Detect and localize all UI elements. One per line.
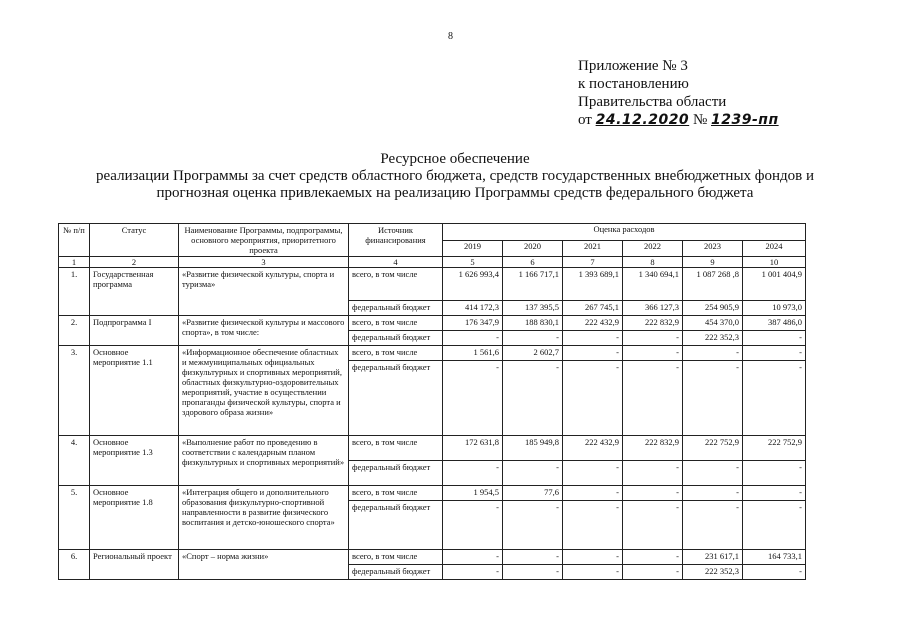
row-name: «Выполнение работ по проведению в соответствии с календарным планом физкультурных и спортивных мероприятий» (179, 436, 349, 486)
row-value-federal: - (623, 331, 683, 346)
title-line1: Ресурсное обеспечение (380, 151, 530, 167)
row-number: 2. (59, 316, 90, 346)
column-number: 4 (349, 257, 443, 268)
row-value-total: 222 752,9 (683, 436, 743, 461)
row-value-federal: - (623, 501, 683, 550)
row-value-federal: - (503, 361, 563, 436)
column-number: 5 (443, 257, 503, 268)
column-number: 1 (59, 257, 90, 268)
row-source-federal: федеральный бюджет (349, 565, 443, 580)
row-source-total: всего, в том числе (349, 486, 443, 501)
table-body (59, 224, 806, 580)
row-source-federal: федеральный бюджет (349, 301, 443, 316)
row-number: 5. (59, 486, 90, 550)
row-source-federal: федеральный бюджет (349, 361, 443, 436)
row-value-total: 1 001 404,9 (743, 268, 806, 301)
row-value-federal: - (443, 565, 503, 580)
row-value-total: 454 370,0 (683, 316, 743, 331)
row-value-federal: - (623, 565, 683, 580)
row-value-federal: - (443, 361, 503, 436)
row-name: «Развитие физической культуры и массового спорта», в том числе: (179, 316, 349, 346)
header-status: Статус (90, 224, 179, 257)
row-value-federal: - (563, 331, 623, 346)
row-value-federal: - (743, 331, 806, 346)
row-value-federal: - (503, 501, 563, 550)
row-source-total: всего, в том числе (349, 346, 443, 361)
row-value-total: 222 832,9 (623, 316, 683, 331)
row-value-federal: - (563, 501, 623, 550)
row-value-federal: - (443, 501, 503, 550)
header-year: 2019 (443, 240, 503, 257)
row-value-total: 172 631,8 (443, 436, 503, 461)
table-row (59, 550, 806, 565)
header-year: 2022 (623, 240, 683, 257)
header-estimate: Оценка расходов (443, 224, 806, 241)
resource-table (58, 223, 806, 580)
row-value-federal: - (563, 361, 623, 436)
row-value-federal: 10 973,0 (743, 301, 806, 316)
row-value-federal: - (623, 461, 683, 486)
title-line2: реализации Программы за счет средств областного бюджета, средств государственных внебюджетных фондов и (95, 168, 815, 184)
row-value-total: - (683, 486, 743, 501)
row-value-federal: - (443, 461, 503, 486)
header-year: 2023 (683, 240, 743, 257)
row-name: «Информационное обеспечение областных и межмуниципальных официальных физкультурных и спортивных мероприятий, областных физкультурно-оздоровительных мероприятий, участие в осуществлении пропаганды физической культуры, спорта и здорового образа жизни» (179, 346, 349, 436)
page-number: 8 (448, 31, 453, 42)
row-number: 6. (59, 550, 90, 580)
column-number: 2 (90, 257, 179, 268)
column-number: 9 (683, 257, 743, 268)
document-title (60, 151, 850, 202)
row-value-federal: - (683, 361, 743, 436)
appendix-block (578, 57, 779, 129)
row-value-federal: - (563, 565, 623, 580)
table-row (59, 316, 806, 331)
row-value-federal: 414 172,3 (443, 301, 503, 316)
row-value-total: 231 617,1 (683, 550, 743, 565)
row-value-federal: - (503, 331, 563, 346)
column-number: 3 (179, 257, 349, 268)
row-value-total: 176 347,9 (443, 316, 503, 331)
header-row (59, 224, 806, 241)
header-source: Источник финансирования (349, 224, 443, 257)
number-sign: № (692, 112, 708, 128)
row-number: 4. (59, 436, 90, 486)
row-value-federal: 137 395,5 (503, 301, 563, 316)
row-status: Региональный проект (90, 550, 179, 580)
row-source-federal: федеральный бюджет (349, 331, 443, 346)
column-number-row (59, 257, 806, 268)
row-source-federal: федеральный бюджет (349, 461, 443, 486)
column-number: 10 (743, 257, 806, 268)
row-status: Основное мероприятие 1.3 (90, 436, 179, 486)
row-source-total: всего, в том числе (349, 550, 443, 565)
column-number: 7 (563, 257, 623, 268)
row-value-federal: - (743, 361, 806, 436)
row-value-federal: - (563, 461, 623, 486)
row-number: 1. (59, 268, 90, 316)
row-value-total: 387 486,0 (743, 316, 806, 331)
row-value-total: 164 733,1 (743, 550, 806, 565)
row-value-total: 1 393 689,1 (563, 268, 623, 301)
row-value-total: 222 432,9 (563, 436, 623, 461)
row-value-total: - (563, 486, 623, 501)
row-value-total: 1 340 694,1 (623, 268, 683, 301)
row-value-federal: - (503, 461, 563, 486)
row-value-total: 2 602,7 (503, 346, 563, 361)
row-value-total: - (623, 346, 683, 361)
row-number: 3. (59, 346, 90, 436)
row-value-federal: - (623, 361, 683, 436)
row-name: «Развитие физической культуры, спорта и туризма» (179, 268, 349, 316)
row-value-total: 1 561,6 (443, 346, 503, 361)
appendix-line3: Правительства области (578, 94, 727, 110)
table-row (59, 486, 806, 501)
row-source-total: всего, в том числе (349, 316, 443, 331)
resolution-number: 1239-пп (711, 112, 779, 128)
row-value-total: - (563, 550, 623, 565)
row-value-federal: - (743, 461, 806, 486)
row-value-total: 185 949,8 (503, 436, 563, 461)
table-row (59, 346, 806, 361)
row-value-total: 188 830,1 (503, 316, 563, 331)
row-status: Основное мероприятие 1.1 (90, 346, 179, 436)
row-name: «Интеграция общего и дополнительного образования физкультурно-спортивной направленности в развитие физического воспитания и детско-юношеского спорта» (179, 486, 349, 550)
row-value-federal: - (683, 461, 743, 486)
row-value-total: - (503, 550, 563, 565)
row-value-total: - (743, 346, 806, 361)
row-value-total: 1 087 268 ,8 (683, 268, 743, 301)
row-value-total: 1 166 717,1 (503, 268, 563, 301)
appendix-line2: к постановлению (578, 76, 689, 92)
row-value-total: 1 626 993,4 (443, 268, 503, 301)
row-value-federal: - (443, 331, 503, 346)
row-value-federal: - (743, 501, 806, 550)
row-value-total: - (623, 550, 683, 565)
row-value-total: - (743, 486, 806, 501)
row-value-federal: 222 352,3 (683, 565, 743, 580)
header-year: 2021 (563, 240, 623, 257)
row-value-federal: - (743, 565, 806, 580)
row-status: Подпрограмма I (90, 316, 179, 346)
row-value-total: 222 752,9 (743, 436, 806, 461)
row-value-federal: 222 352,3 (683, 331, 743, 346)
table-row (59, 436, 806, 461)
row-value-total: 77,6 (503, 486, 563, 501)
row-source-total: всего, в том числе (349, 436, 443, 461)
column-number: 6 (503, 257, 563, 268)
row-status: Основное мероприятие 1.8 (90, 486, 179, 550)
row-value-federal: 366 127,3 (623, 301, 683, 316)
row-value-total: - (443, 550, 503, 565)
header-year: 2020 (503, 240, 563, 257)
row-source-total: всего, в том числе (349, 268, 443, 301)
row-value-federal: - (683, 501, 743, 550)
row-value-federal: 254 905,9 (683, 301, 743, 316)
row-value-total: - (683, 346, 743, 361)
row-source-federal: федеральный бюджет (349, 501, 443, 550)
row-value-total: 222 432,9 (563, 316, 623, 331)
title-line3: прогнозная оценка привлекаемых на реализацию Программы средств федерального бюджета (156, 185, 754, 201)
row-value-total: - (563, 346, 623, 361)
row-value-total: 222 832,9 (623, 436, 683, 461)
column-number: 8 (623, 257, 683, 268)
appendix-line1: Приложение № 3 (578, 58, 688, 74)
appendix-line4 (578, 111, 779, 129)
row-name: «Спорт – норма жизни» (179, 550, 349, 580)
row-value-federal: 267 745,1 (563, 301, 623, 316)
row-value-total: - (623, 486, 683, 501)
header-num: № п/п (59, 224, 90, 257)
row-value-federal: - (503, 565, 563, 580)
header-year: 2024 (743, 240, 806, 257)
row-status: Государственная программа (90, 268, 179, 316)
appendix-from: от (578, 112, 592, 128)
table-row (59, 268, 806, 301)
resolution-date: 24.12.2020 (595, 112, 690, 128)
row-value-total: 1 954,5 (443, 486, 503, 501)
header-name: Наименование Программы, подпрограммы, основного мероприятия, приоритетного проекта (179, 224, 349, 257)
